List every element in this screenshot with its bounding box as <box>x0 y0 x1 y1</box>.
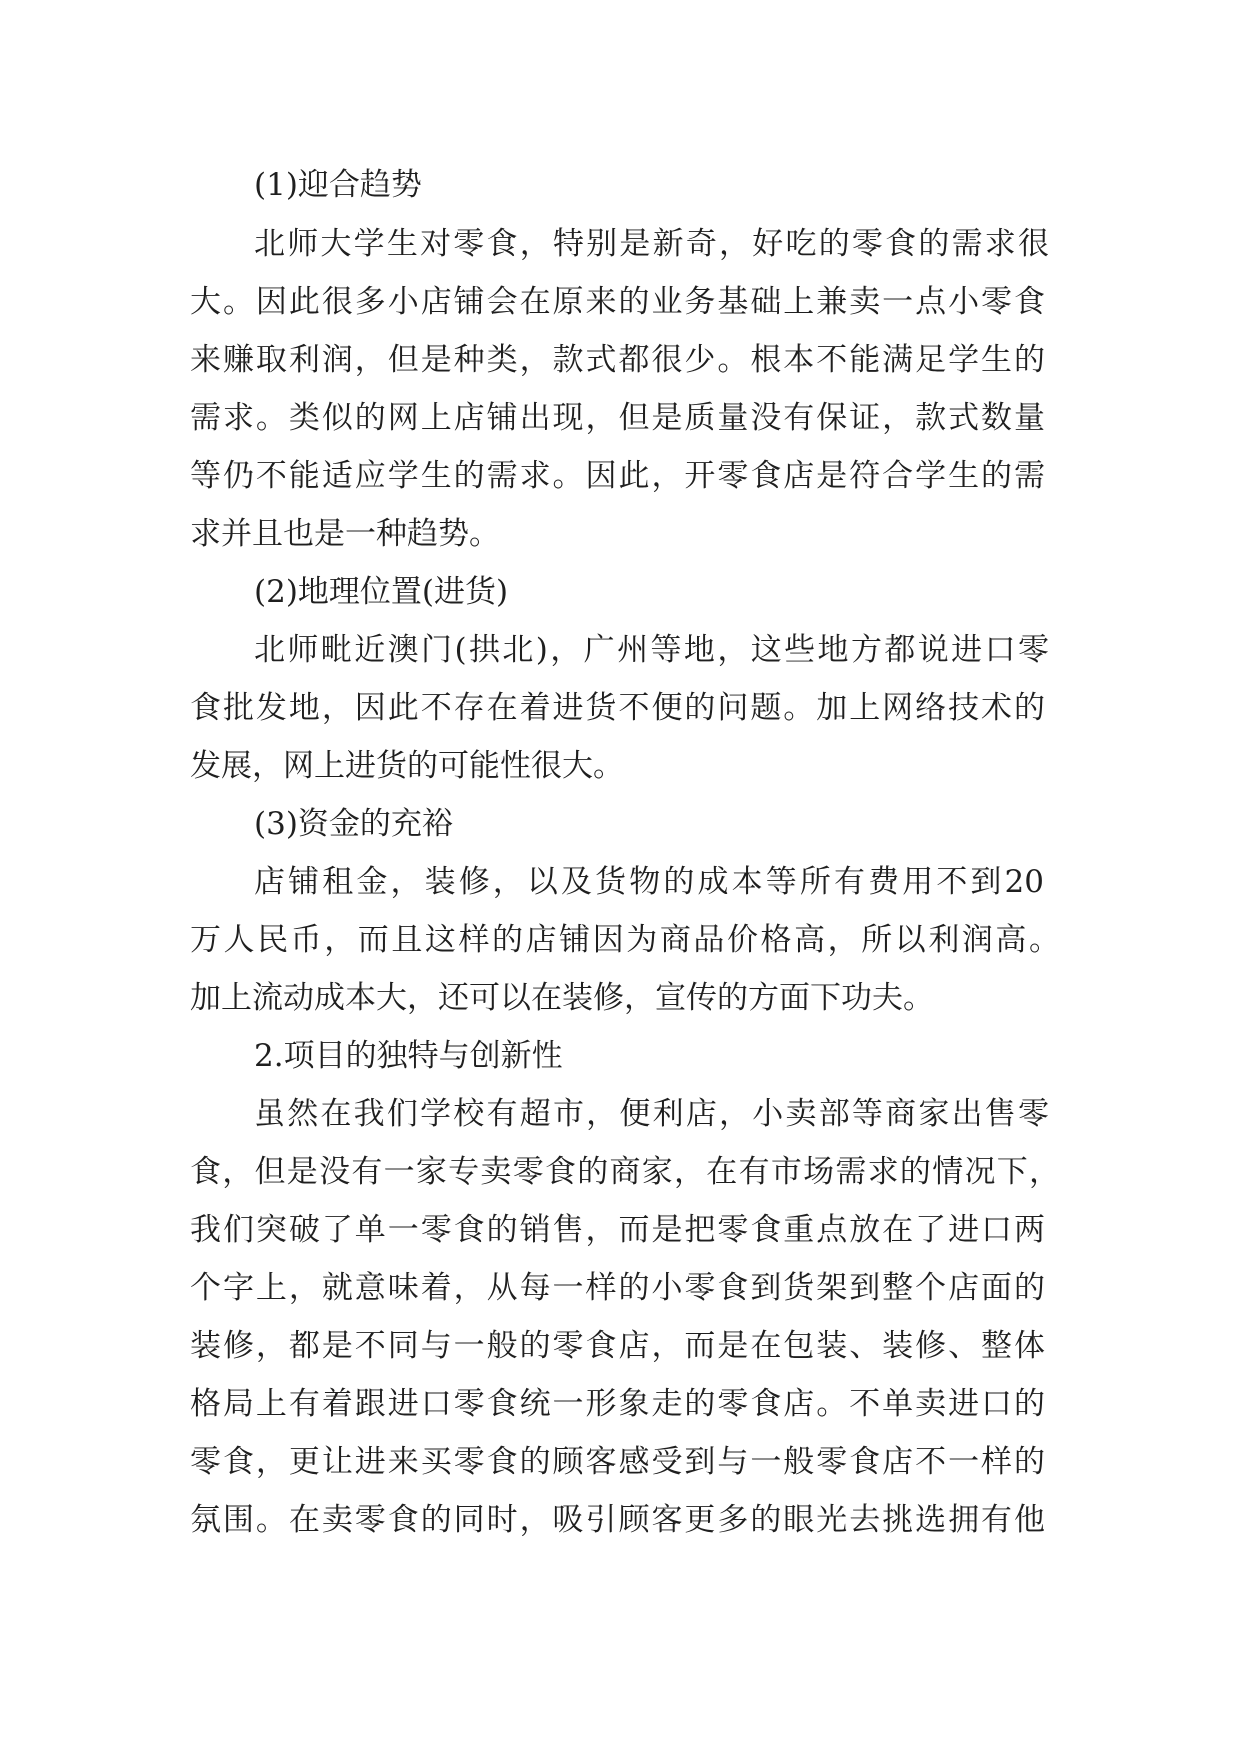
paragraph-line: 求并且也是一种趋势。 <box>190 516 500 552</box>
paragraph-line: 零食，更让进来买零食的顾客感受到与一般零食店不一样的 <box>190 1444 1045 1480</box>
heading-1-trend: (1)迎合趋势 <box>254 167 422 203</box>
paragraph-line: 虽然在我们学校有超市，便利店，小卖部等商家出售零 <box>254 1096 1049 1132</box>
paragraph-line: 个字上，就意味着，从每一样的小零食到货架到整个店面的 <box>190 1270 1045 1306</box>
paragraph-line: 发展，网上进货的可能性很大。 <box>190 748 624 784</box>
paragraph-line: 北师大学生对零食，特别是新奇，好吃的零食的需求很 <box>254 226 1049 262</box>
paragraph-line: 我们突破了单一零食的销售，而是把零食重点放在了进口两 <box>190 1212 1045 1248</box>
paragraph-line: 装修，都是不同与一般的零食店，而是在包装、装修、整体 <box>190 1328 1045 1364</box>
paragraph-line: 来赚取利润，但是种类，款式都很少。根本不能满足学生的 <box>190 342 1045 378</box>
paragraph-line: 食批发地，因此不存在着进货不便的问题。加上网络技术的 <box>190 690 1045 726</box>
heading-3-funds: (3)资金的充裕 <box>254 806 453 842</box>
paragraph-line: 加上流动成本大，还可以在装修，宣传的方面下功夫。 <box>190 980 934 1016</box>
heading-project-uniqueness: 2.项目的独特与创新性 <box>254 1038 563 1074</box>
paragraph-line: 店铺租金，装修，以及货物的成本等所有费用不到20 <box>254 864 1044 900</box>
paragraph-line: 北师毗近澳门(拱北)，广州等地，这些地方都说进口零 <box>254 632 1049 668</box>
paragraph-line: 氛围。在卖零食的同时，吸引顾客更多的眼光去挑选拥有他 <box>190 1502 1045 1538</box>
paragraph-line: 需求。类似的网上店铺出现，但是质量没有保证，款式数量 <box>190 400 1045 436</box>
paragraph-line: 等仍不能适应学生的需求。因此，开零食店是符合学生的需 <box>190 458 1045 494</box>
paragraph-line: 格局上有着跟进口零食统一形象走的零食店。不单卖进口的 <box>190 1386 1045 1422</box>
paragraph-line: 大。因此很多小店铺会在原来的业务基础上兼卖一点小零食 <box>190 284 1045 320</box>
paragraph-line: 食，但是没有一家专卖零食的商家，在有市场需求的情况下， <box>190 1154 1060 1190</box>
paragraph-line: 万人民币，而且这样的店铺因为商品价格高，所以利润高。 <box>190 922 1060 958</box>
heading-2-location: (2)地理位置(进货) <box>254 574 509 610</box>
